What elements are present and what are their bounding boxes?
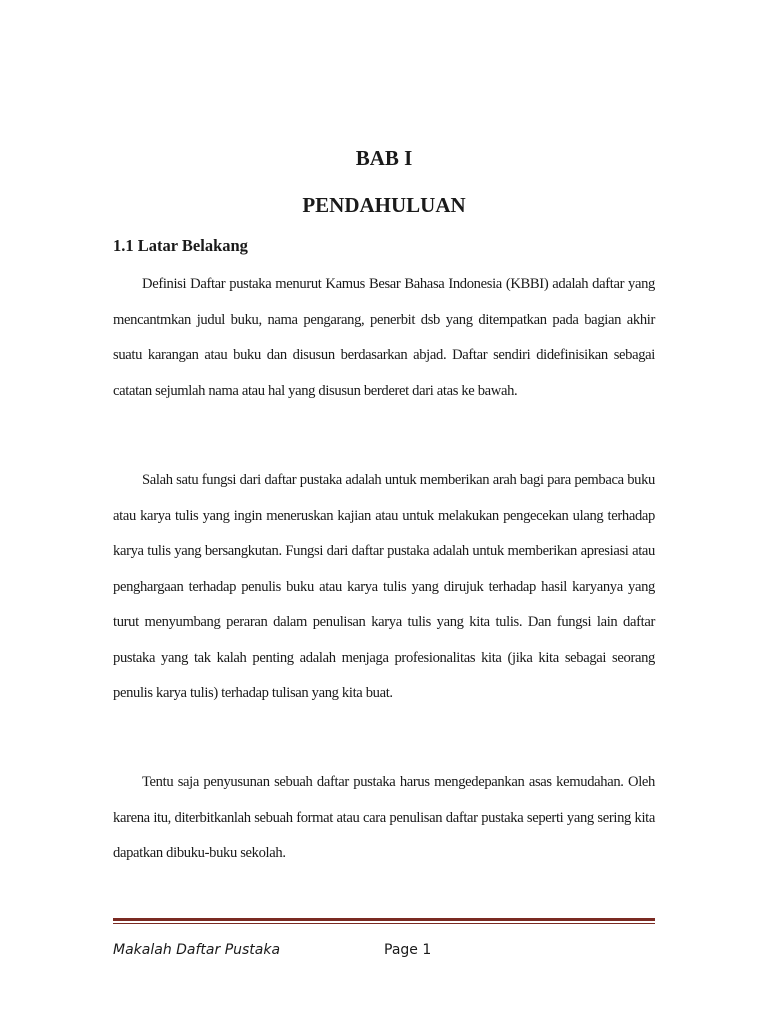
footer-divider-thick	[113, 918, 655, 921]
paragraph: Definisi Daftar pustaka menurut Kamus Besar Bahasa Indonesia (KBBI) adalah daftar yang mencantmkan judul buku, nama pengarang, penerbit dsb yang ditempatkan pada bagian akhir suatu karangan atau buku dan disusun berdasarkan abjad. Daftar sendiri didefinisikan sebagai catatan sejumlah nama atau hal yang disusun berderet dari atas ke bawah.	[113, 276, 655, 399]
paragraph-block-3	[113, 765, 655, 872]
footer-page-number: Page 1	[384, 942, 432, 958]
section-heading: 1.1 Latar Belakang	[113, 236, 248, 255]
chapter-number: BAB I	[355, 146, 413, 170]
footer-divider-thin	[113, 923, 655, 924]
paragraph: Tentu saja penyusunan sebuah daftar pustaka harus mengedepankan asas kemudahan. Oleh karena itu, diterbitkanlah sebuah format atau cara penulisan daftar pustaka seperti yang sering kita dapatkan dibuku-buku sekolah.	[113, 774, 655, 861]
footer-document-title: Makalah Daftar Pustaka	[113, 942, 281, 958]
paragraph: Salah satu fungsi dari daftar pustaka adalah untuk memberikan arah bagi para pembaca buku atau karya tulis yang ingin meneruskan kajian atau untuk melakukan pengecekan ulang terhadap karya tulis yang bersangkutan. Fungsi dari daftar pustaka adalah untuk memberikan apresiasi atau penghargaan terhadap penulis buku atau karya tulis yang dirujuk terhadap hasil karyanya yang turut menyumbang peraran dalam penulisan karya tulis yang kita tulis. Dan fungsi lain daftar pustaka yang tak kalah penting adalah menjaga profesionalitas kita (jika kita sebagai seorang penulis karya tulis) terhadap tulisan yang kita buat.	[113, 472, 655, 701]
paragraph-block-2	[113, 463, 655, 712]
chapter-title: PENDAHULUAN	[302, 193, 466, 217]
paragraph-block-1	[113, 267, 655, 409]
